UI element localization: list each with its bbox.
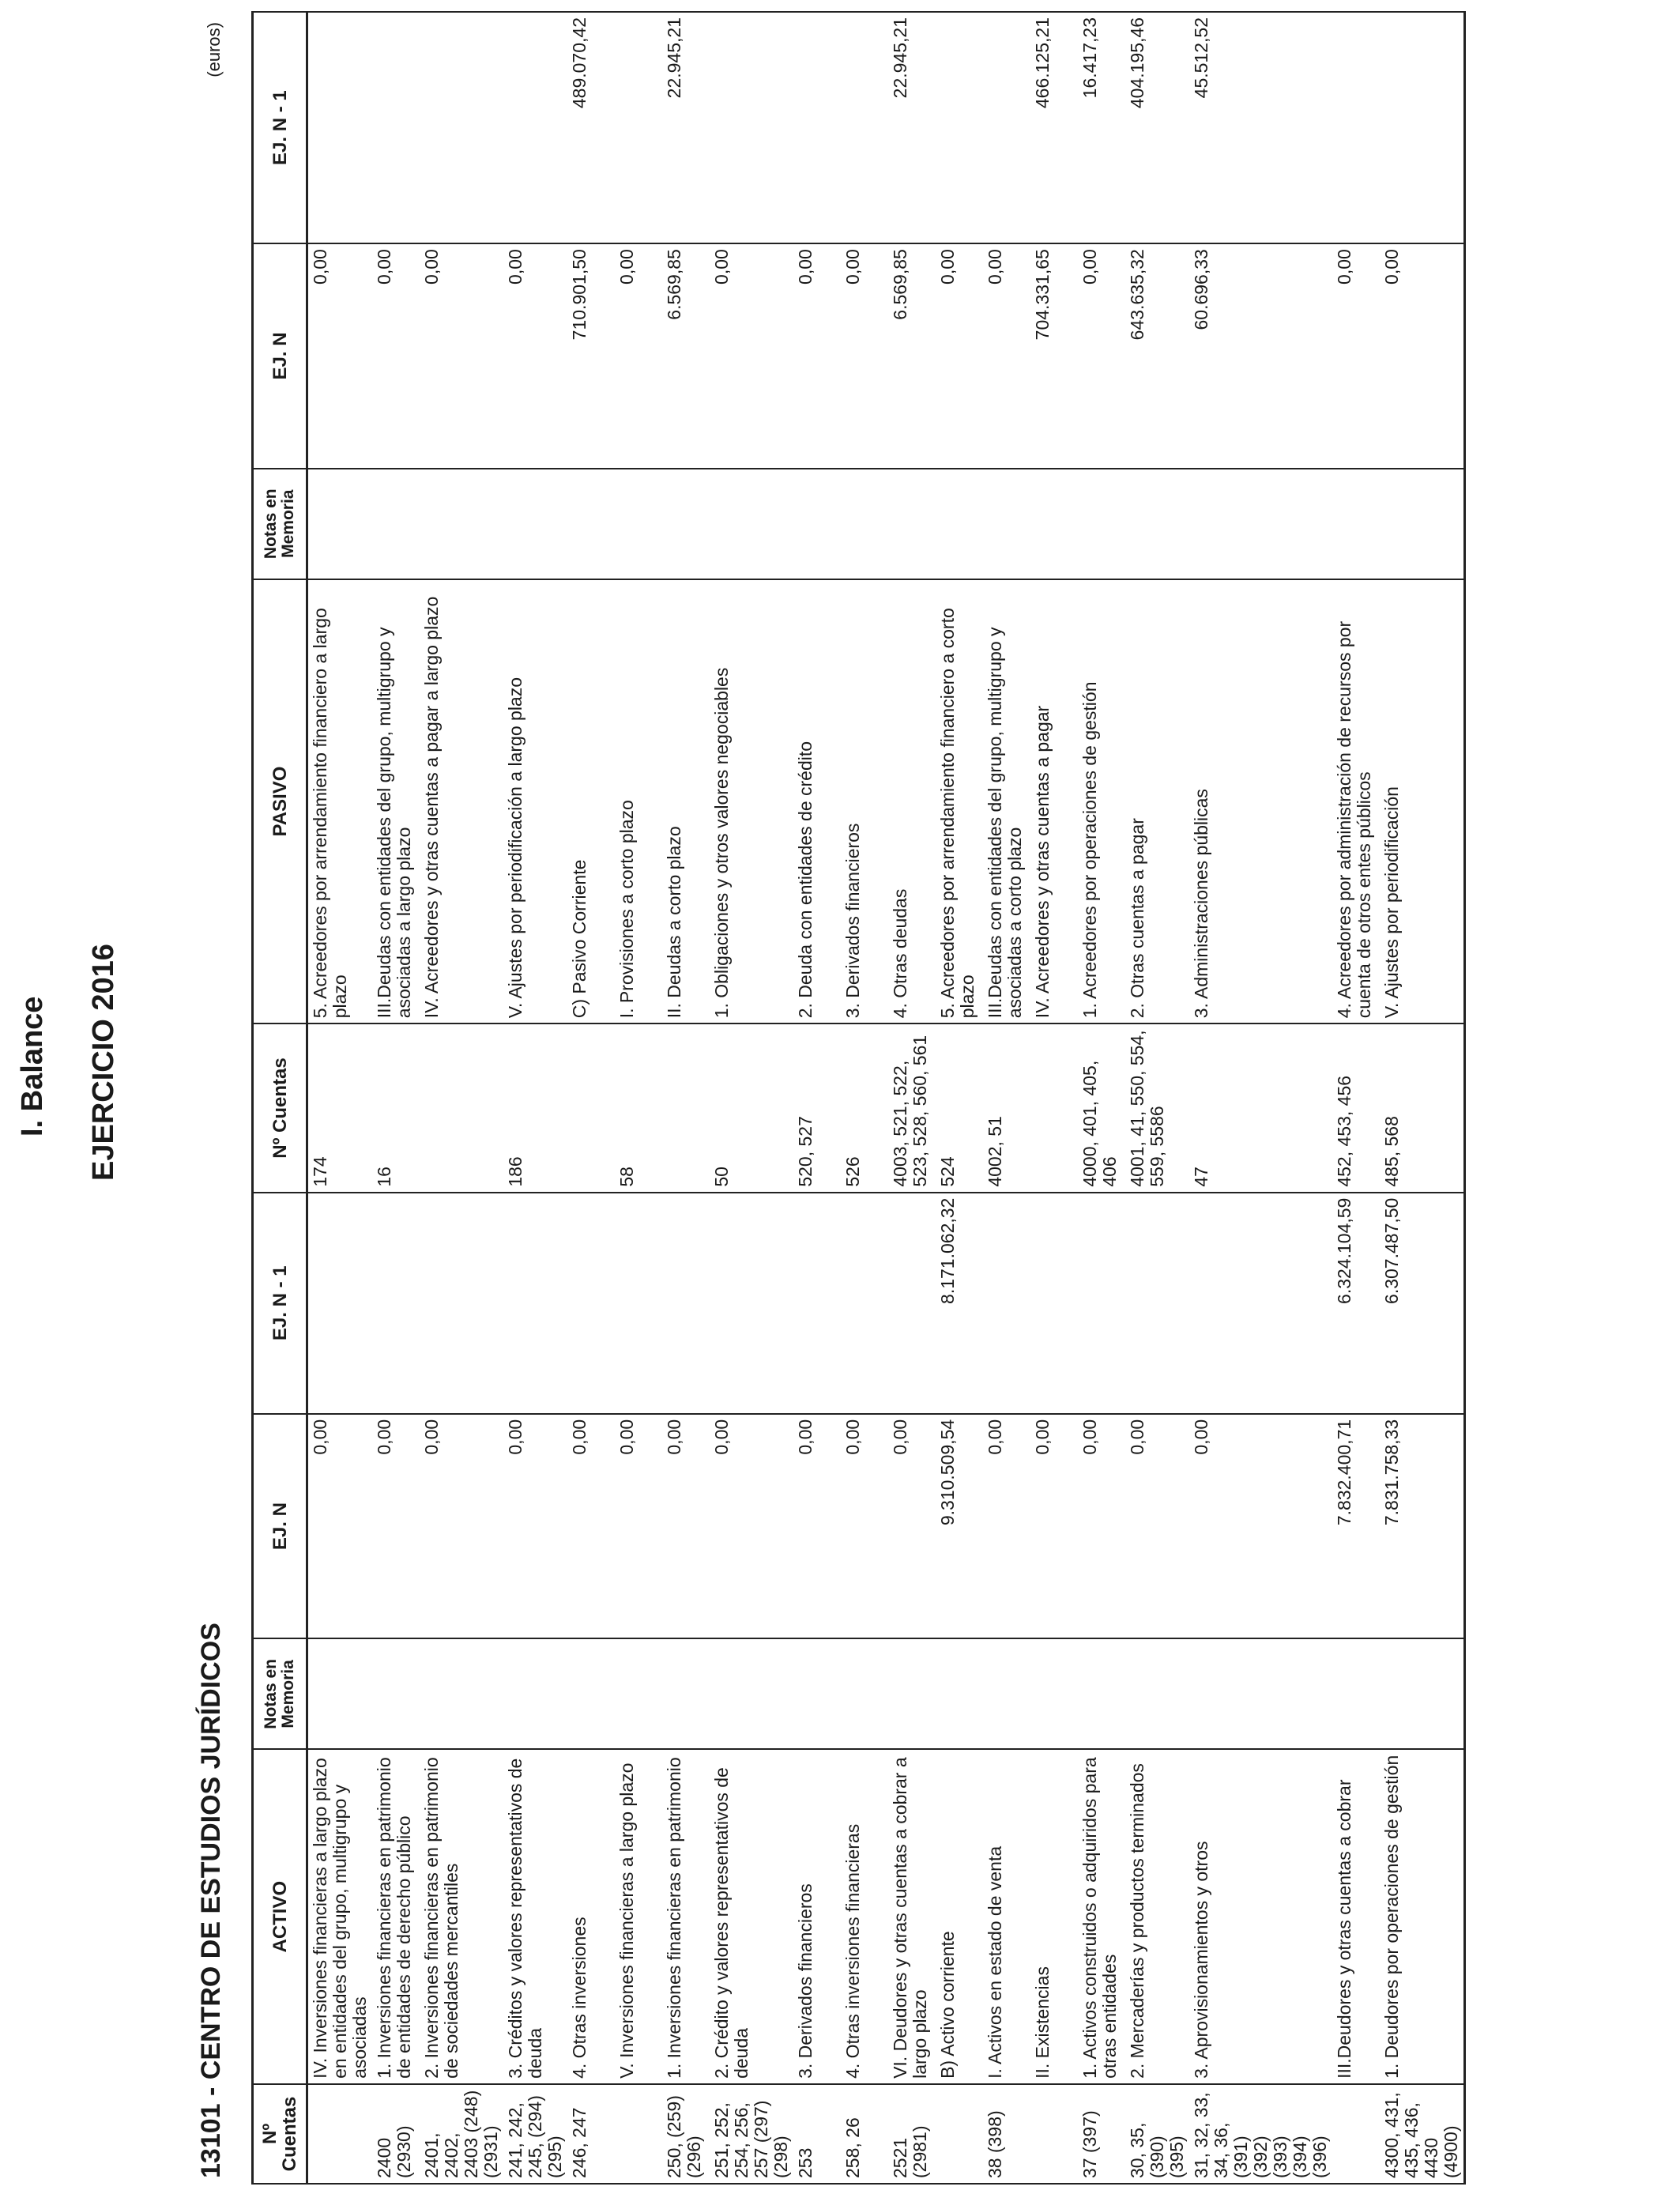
pasivo-notes-cell [936, 469, 983, 579]
activo-accounts-cell: 258, 26 [841, 2084, 888, 2184]
activo-accounts-cell: 250, (259) (296) [662, 2084, 710, 2184]
activo-notes-cell [420, 1638, 503, 1749]
pasivo-label-cell: V. Ajustes por periodificación a largo plazo [503, 579, 567, 1024]
activo-ej-n1-cell [793, 1193, 841, 1414]
table-row [1078, 12, 1125, 2184]
activo-ej-n-cell: 0,00 [1125, 1414, 1189, 1638]
activo-accounts-cell [615, 2084, 662, 2184]
pasivo-accounts-cell: 50 [710, 1023, 793, 1192]
col-header-activo: ACTIVO [253, 1749, 307, 2084]
pasivo-notes-cell [307, 469, 373, 579]
activo-notes-cell [1189, 1638, 1332, 1749]
activo-notes-cell [936, 1638, 983, 1749]
table-row [1189, 12, 1332, 2184]
activo-ej-n1-cell: 6.324.104,59 [1332, 1193, 1380, 1414]
activo-ej-n-cell: 0,00 [888, 1414, 936, 1638]
activo-ej-n1-cell: 6.307.487,50 [1380, 1193, 1465, 1414]
activo-accounts-cell: 253 [793, 2084, 841, 2184]
activo-notes-cell [1030, 1638, 1078, 1749]
col-header-activo-ej-n: EJ. N [253, 1414, 307, 1638]
activo-label-cell: VI. Deudores y otras cuentas a cobrar a largo plazo [888, 1749, 936, 2084]
pasivo-notes-cell [793, 469, 841, 579]
pasivo-ej-n1-cell: 489.070,42 [567, 12, 615, 243]
document-title: I. Balance [16, 996, 49, 1137]
activo-notes-cell [307, 1638, 373, 1749]
table-row [1125, 12, 1189, 2184]
activo-ej-n-cell: 0,00 [662, 1414, 710, 1638]
pasivo-ej-n1-cell [1380, 12, 1465, 243]
activo-notes-cell [1380, 1638, 1465, 1749]
pasivo-ej-n-cell: 0,00 [936, 243, 983, 468]
pasivo-accounts-cell: 4001, 41, 550, 554, 559, 5586 [1125, 1023, 1189, 1192]
activo-accounts-cell: 2400 (2930) [372, 2084, 420, 2184]
balance-table [251, 11, 1466, 2185]
pasivo-notes-cell [615, 469, 662, 579]
pasivo-label-cell: C) Pasivo Corriente [567, 579, 615, 1024]
col-header-pasivo-accounts: Nº Cuentas [253, 1023, 307, 1192]
pasivo-accounts-cell: 485, 568 [1380, 1023, 1465, 1192]
col-header-activo-notes: Notas en Memoria [253, 1638, 307, 1749]
pasivo-accounts-cell [420, 1023, 503, 1192]
pasivo-notes-cell [372, 469, 420, 579]
pasivo-ej-n-cell: 60.696,33 [1189, 243, 1332, 468]
center-name: 13101 - CENTRO DE ESTUDIOS JURÍDICOS [196, 1623, 226, 2178]
activo-label-cell: I. Activos en estado de venta [983, 1749, 1030, 2084]
pasivo-ej-n-cell: 0,00 [793, 243, 841, 468]
pasivo-ej-n-cell: 0,00 [983, 243, 1030, 468]
pasivo-ej-n1-cell [1332, 12, 1380, 243]
activo-ej-n1-cell [372, 1193, 420, 1414]
pasivo-ej-n1-cell [793, 12, 841, 243]
pasivo-accounts-cell: 16 [372, 1023, 420, 1192]
pasivo-ej-n-cell: 0,00 [503, 243, 567, 468]
pasivo-label-cell: 4. Otras deudas [888, 579, 936, 1024]
pasivo-ej-n1-cell: 22.945,21 [662, 12, 710, 243]
pasivo-label-cell: 1. Acreedores por operaciones de gestión [1078, 579, 1125, 1024]
activo-accounts-cell: 38 (398) [983, 2084, 1030, 2184]
pasivo-ej-n1-cell [372, 12, 420, 243]
pasivo-ej-n-cell: 0,00 [1078, 243, 1125, 468]
activo-label-cell: 4. Otras inversiones financieras [841, 1749, 888, 2084]
table-row [1380, 12, 1465, 2184]
pasivo-notes-cell [983, 469, 1030, 579]
activo-notes-cell [710, 1638, 793, 1749]
pasivo-accounts-cell: 186 [503, 1023, 567, 1192]
activo-ej-n-cell: 9.310.509,54 [936, 1414, 983, 1638]
activo-ej-n1-cell [1030, 1193, 1078, 1414]
activo-label-cell: 3. Créditos y valores representativos de deuda [503, 1749, 567, 2084]
pasivo-label-cell: 5. Acreedores por arrendamiento financiero a corto plazo [936, 579, 983, 1024]
activo-label-cell: IV. Inversiones financieras a largo plazo en entidades del grupo, multigrupo y asociadas [307, 1749, 373, 2084]
pasivo-notes-cell [1125, 469, 1189, 579]
activo-notes-cell [1332, 1638, 1380, 1749]
exercise-year: EJERCICIO 2016 [87, 944, 120, 1181]
activo-notes-cell [1125, 1638, 1189, 1749]
table-row [567, 12, 615, 2184]
activo-notes-cell [841, 1638, 888, 1749]
activo-ej-n-cell: 0,00 [983, 1414, 1030, 1638]
activo-notes-cell [983, 1638, 1030, 1749]
table-row [793, 12, 841, 2184]
pasivo-ej-n1-cell: 466.125,21 [1030, 12, 1078, 243]
activo-label-cell: 4. Otras inversiones [567, 1749, 615, 2084]
activo-accounts-cell: 2401, 2402, 2403 (248) (2931) [420, 2084, 503, 2184]
pasivo-accounts-cell: 526 [841, 1023, 888, 1192]
table-row [888, 12, 936, 2184]
table-row [503, 12, 567, 2184]
activo-label-cell: III.Deudores y otras cuentas a cobrar [1332, 1749, 1380, 2084]
table-row [983, 12, 1030, 2184]
pasivo-label-cell: 3. Derivados financieros [841, 579, 888, 1024]
pasivo-notes-cell [1380, 469, 1465, 579]
pasivo-label-cell: 3. Administraciones públicas [1189, 579, 1332, 1024]
pasivo-label-cell: 5. Acreedores por arrendamiento financiero a largo plazo [307, 579, 373, 1024]
activo-ej-n1-cell [503, 1193, 567, 1414]
activo-accounts-cell [1030, 2084, 1078, 2184]
pasivo-ej-n-cell: 0,00 [420, 243, 503, 468]
activo-ej-n-cell: 0,00 [567, 1414, 615, 1638]
table-header-row [253, 12, 307, 2184]
pasivo-ej-n-cell: 710.901,50 [567, 243, 615, 468]
activo-notes-cell [567, 1638, 615, 1749]
col-header-activo-accounts: Nº Cuentas [253, 2084, 307, 2184]
pasivo-accounts-cell: 524 [936, 1023, 983, 1192]
activo-notes-cell [662, 1638, 710, 1749]
pasivo-ej-n-cell: 0,00 [372, 243, 420, 468]
activo-accounts-cell [1332, 2084, 1380, 2184]
activo-ej-n1-cell: 8.171.062,32 [936, 1193, 983, 1414]
pasivo-notes-cell [503, 469, 567, 579]
pasivo-label-cell: 2. Deuda con entidades de crédito [793, 579, 841, 1024]
pasivo-ej-n-cell: 704.331,65 [1030, 243, 1078, 468]
pasivo-accounts-cell [1030, 1023, 1078, 1192]
activo-label-cell: 2. Crédito y valores representativos de deuda [710, 1749, 793, 2084]
activo-notes-cell [503, 1638, 567, 1749]
pasivo-accounts-cell [662, 1023, 710, 1192]
activo-ej-n-cell: 7.831.758,33 [1380, 1414, 1465, 1638]
pasivo-label-cell: V. Ajustes por periodificación [1380, 579, 1465, 1024]
table-row [615, 12, 662, 2184]
activo-ej-n-cell: 0,00 [372, 1414, 420, 1638]
activo-ej-n1-cell [983, 1193, 1030, 1414]
pasivo-notes-cell [841, 469, 888, 579]
pasivo-ej-n1-cell [936, 12, 983, 243]
pasivo-ej-n1-cell: 45.512,52 [1189, 12, 1332, 243]
pasivo-notes-cell [888, 469, 936, 579]
pasivo-ej-n-cell: 0,00 [710, 243, 793, 468]
activo-ej-n1-cell [1189, 1193, 1332, 1414]
pasivo-label-cell: IV. Acreedores y otras cuentas a pagar a largo plazo [420, 579, 503, 1024]
activo-ej-n-cell: 0,00 [1078, 1414, 1125, 1638]
pasivo-accounts-cell [567, 1023, 615, 1192]
table-row [1332, 12, 1380, 2184]
table-row [307, 12, 373, 2184]
pasivo-accounts-cell: 47 [1189, 1023, 1332, 1192]
pasivo-notes-cell [1189, 469, 1332, 579]
pasivo-ej-n-cell: 643.635,32 [1125, 243, 1189, 468]
pasivo-label-cell: 2. Otras cuentas a pagar [1125, 579, 1189, 1024]
table-row [662, 12, 710, 2184]
pasivo-label-cell: IV. Acreedores y otras cuentas a pagar [1030, 579, 1078, 1024]
activo-accounts-cell: 251, 252, 254, 256, 257 (297) (298) [710, 2084, 793, 2184]
pasivo-ej-n1-cell [983, 12, 1030, 243]
pasivo-ej-n1-cell [710, 12, 793, 243]
activo-accounts-cell: 2521 (2981) [888, 2084, 936, 2184]
pasivo-notes-cell [567, 469, 615, 579]
pasivo-label-cell: II. Deudas a corto plazo [662, 579, 710, 1024]
table-row [710, 12, 793, 2184]
activo-accounts-cell: 241, 242, 245, (294) (295) [503, 2084, 567, 2184]
activo-accounts-cell: 37 (397) [1078, 2084, 1125, 2184]
pasivo-notes-cell [662, 469, 710, 579]
activo-ej-n1-cell [888, 1193, 936, 1414]
activo-accounts-cell [307, 2084, 373, 2184]
pasivo-notes-cell [1332, 469, 1380, 579]
activo-ej-n-cell: 0,00 [503, 1414, 567, 1638]
activo-label-cell: 1. Inversiones financieras en patrimonio de entidades de derecho público [372, 1749, 420, 2084]
pasivo-label-cell: I. Provisiones a corto plazo [615, 579, 662, 1024]
activo-label-cell: B) Activo corriente [936, 1749, 983, 2084]
activo-ej-n1-cell [662, 1193, 710, 1414]
activo-accounts-cell: 246, 247 [567, 2084, 615, 2184]
pasivo-label-cell: III.Deudas con entidades del grupo, multigrupo y asociadas a corto plazo [983, 579, 1030, 1024]
pasivo-accounts-cell: 4003, 521, 522, 523, 528, 560, 561 [888, 1023, 936, 1192]
pasivo-accounts-cell: 4002, 51 [983, 1023, 1030, 1192]
pasivo-notes-cell [1078, 469, 1125, 579]
activo-ej-n-cell: 0,00 [710, 1414, 793, 1638]
pasivo-ej-n-cell: 0,00 [1380, 243, 1465, 468]
pasivo-ej-n-cell: 0,00 [1332, 243, 1380, 468]
activo-notes-cell [793, 1638, 841, 1749]
pasivo-notes-cell [1030, 469, 1078, 579]
activo-accounts-cell: 30, 35, (390) (395) [1125, 2084, 1189, 2184]
pasivo-ej-n-cell: 0,00 [307, 243, 373, 468]
pasivo-accounts-cell: 4000, 401, 405, 406 [1078, 1023, 1125, 1192]
activo-label-cell: V. Inversiones financieras a largo plazo [615, 1749, 662, 2084]
activo-ej-n-cell: 0,00 [1189, 1414, 1332, 1638]
pasivo-ej-n1-cell [615, 12, 662, 243]
activo-ej-n-cell: 0,00 [793, 1414, 841, 1638]
table-row [841, 12, 888, 2184]
activo-label-cell: 1. Inversiones financieras en patrimonio [662, 1749, 710, 2084]
activo-label-cell: 3. Derivados financieros [793, 1749, 841, 2084]
activo-ej-n-cell: 0,00 [420, 1414, 503, 1638]
pasivo-label-cell: 1. Obligaciones y otros valores negociables [710, 579, 793, 1024]
pasivo-accounts-cell: 174 [307, 1023, 373, 1192]
pasivo-accounts-cell: 58 [615, 1023, 662, 1192]
activo-ej-n-cell: 0,00 [841, 1414, 888, 1638]
pasivo-ej-n1-cell [307, 12, 373, 243]
activo-ej-n-cell: 0,00 [307, 1414, 373, 1638]
pasivo-accounts-cell: 520, 527 [793, 1023, 841, 1192]
activo-ej-n1-cell [615, 1193, 662, 1414]
pasivo-ej-n1-cell: 16.417,23 [1078, 12, 1125, 243]
activo-notes-cell [372, 1638, 420, 1749]
pasivo-ej-n-cell: 6.569,85 [662, 243, 710, 468]
col-header-pasivo: PASIVO [253, 579, 307, 1024]
col-header-activo-ej-n1: EJ. N - 1 [253, 1193, 307, 1414]
activo-notes-cell [1078, 1638, 1125, 1749]
activo-label-cell: 2. Mercaderías y productos terminados [1125, 1749, 1189, 2084]
activo-ej-n-cell: 0,00 [615, 1414, 662, 1638]
col-header-pasivo-ej-n: EJ. N [253, 243, 307, 468]
pasivo-ej-n1-cell [841, 12, 888, 243]
activo-accounts-cell [936, 2084, 983, 2184]
activo-label-cell: 2. Inversiones financieras en patrimonio de sociedades mercantiles [420, 1749, 503, 2084]
activo-ej-n-cell: 0,00 [1030, 1414, 1078, 1638]
pasivo-ej-n-cell: 6.569,85 [888, 243, 936, 468]
activo-notes-cell [888, 1638, 936, 1749]
pasivo-ej-n1-cell: 22.945,21 [888, 12, 936, 243]
activo-ej-n1-cell [841, 1193, 888, 1414]
activo-ej-n1-cell [307, 1193, 373, 1414]
activo-label-cell: II. Existencias [1030, 1749, 1078, 2084]
activo-ej-n1-cell [710, 1193, 793, 1414]
pasivo-label-cell: 4. Acreedores por administración de recursos por cuenta de otros entes públicos [1332, 579, 1380, 1024]
activo-ej-n1-cell [420, 1193, 503, 1414]
pasivo-ej-n1-cell [420, 12, 503, 243]
table-row [372, 12, 420, 2184]
pasivo-notes-cell [710, 469, 793, 579]
activo-accounts-cell: 31, 32, 33, 34, 36, (391) (392) (393) (394) (396) [1189, 2084, 1332, 2184]
pasivo-notes-cell [420, 469, 503, 579]
activo-ej-n1-cell [1125, 1193, 1189, 1414]
pasivo-ej-n-cell: 0,00 [841, 243, 888, 468]
pasivo-ej-n1-cell: 404.195,46 [1125, 12, 1189, 243]
activo-ej-n1-cell [567, 1193, 615, 1414]
pasivo-label-cell: III.Deudas con entidades del grupo, multigrupo y asociadas a largo plazo [372, 579, 420, 1024]
table-row [420, 12, 503, 2184]
pasivo-ej-n1-cell [503, 12, 567, 243]
activo-accounts-cell: 4300, 431, 435, 436, 4430 (4900) [1380, 2084, 1465, 2184]
table-row [1030, 12, 1078, 2184]
activo-ej-n-cell: 7.832.400,71 [1332, 1414, 1380, 1638]
activo-ej-n1-cell [1078, 1193, 1125, 1414]
pasivo-accounts-cell: 452, 453, 456 [1332, 1023, 1380, 1192]
activo-label-cell: 1. Deudores por operaciones de gestión [1380, 1749, 1465, 2084]
activo-notes-cell [615, 1638, 662, 1749]
currency-note: (euros) [204, 22, 224, 77]
col-header-pasivo-ej-n1: EJ. N - 1 [253, 12, 307, 243]
activo-label-cell: 1. Activos construidos o adquiridos para otras entidades [1078, 1749, 1125, 2084]
table-row [936, 12, 983, 2184]
col-header-pasivo-notes: Notas en Memoria [253, 469, 307, 579]
pasivo-ej-n-cell: 0,00 [615, 243, 662, 468]
activo-label-cell: 3. Aprovisionamientos y otros [1189, 1749, 1332, 2084]
